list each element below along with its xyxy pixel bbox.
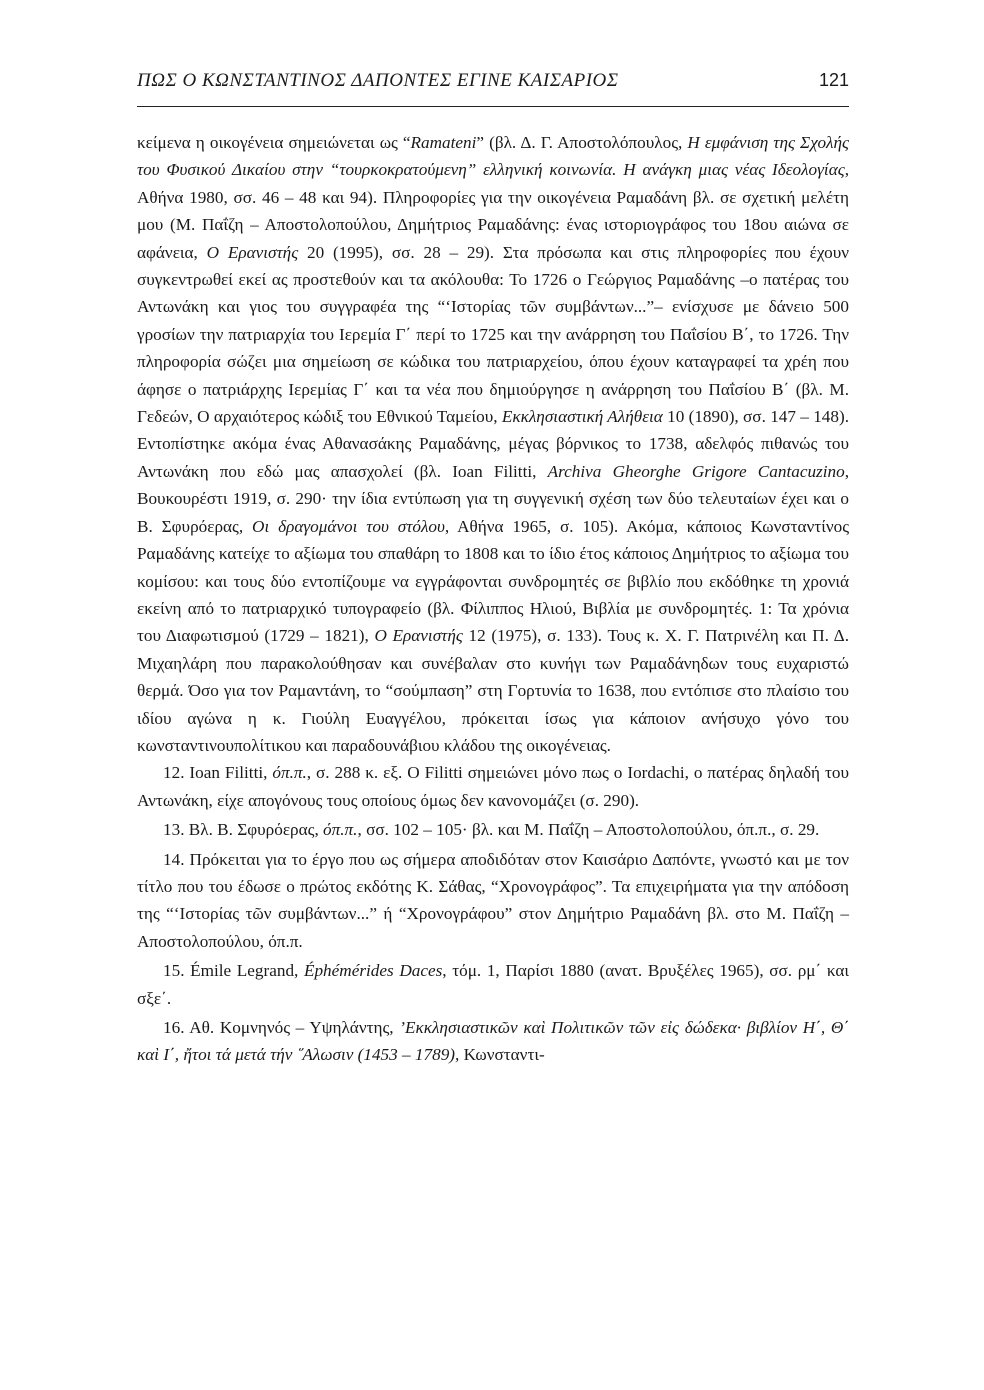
running-title: ΠΩΣ Ο ΚΩΝΣΤΑΝΤΙΝΟΣ ΔΑΠΟΝΤΕΣ ΕΓΙΝΕ ΚΑΙΣΑΡΙΟΣ <box>137 70 619 91</box>
document-page <box>137 70 849 1069</box>
footnote-12: 12. Ioan Filitti, όπ.π., σ. 288 κ. εξ. Ο Filitti σημειώνει μόνο πως ο Iordachi, ο πατέρας δηλαδή του Αντωνάκη, είχε απογόνους τους οποίους όμως δεν κανονομάζει (σ. 290). <box>137 763 849 810</box>
running-header <box>137 70 849 107</box>
footnotes-block <box>137 129 849 1069</box>
footnote-16: 16. Αθ. Κομνηνός – Υψηλάντης, ’Εκκλησιαστικῶν καὶ Πολιτικῶν τῶν εἰς δώδεκα· βιβλίον Η΄, Θ΄ καὶ Ι΄, ἤτοι τά μετά τήν ῞Αλωσιν (1453 – 1789), Κωνσταντι- <box>137 1018 849 1065</box>
footnote-14: 14. Πρόκειται για το έργο που ως σήμερα αποδιδόταν στον Καισάριο Δαπόντε, γνωστό και με τον τίτλο που του έδωσε ο πρώτος εκδότης Κ. Σάθας, “Χρονογράφος”. Τα επιχειρήματα για την απόδοση της “‘Ιστορίας τῶν συμβάντων...” ή “Χρονογράφου” στον Δημήτριο Ραμαδάνη βλ. στο Μ. Παΐζη – Αποστολοπούλου, όπ.π. <box>137 849 849 951</box>
footnote-11-continuation: κείμενα η οικογένεια σημειώνεται ως “Ramateni” (βλ. Δ. Γ. Αποστολόπουλος, Η εμφάνιση της Σχολής του Φυσικού Δικαίου στην “τουρκοκρατούμενη” ελληνική κοινωνία. Η ανάγκη μιας νέας Ιδεολογίας, Αθήνα 1980, σσ. 46 – 48 και 94). Πληροφορίες για την οικογένεια Ραμαδάνη βλ. σε σχετική μελέτη μου (Μ. Παΐζη – Αποστολοπούλου, Δημήτριος Ραμαδάνης: ένας ιστοριογράφος του 18ου αιώνα σε αφάνεια, Ο Ερανιστής 20 (1995), σσ. 28 – 29). Στα πρόσωπα και στις πληροφορίες που έχουν συγκεντρωθεί εκεί ας προστεθούν και τα ακόλουθα: Το 1726 ο Γεώργιος Ραμαδάνης –ο πατέρας του Αντωνάκη και γιος του συγγραφέα της “‘Ιστορίας τῶν συμβάντων...”– ενίσχυσε με δάνειο 500 γροσίων την πατριαρχία του Ιερεμία Γ΄ περί το 1725 και την ανάρρηση του Παΐσίου Β΄, το 1726. Την πληροφορία σώζει μια σημείωση σε κώδικα του πατριαρχείου, όπου έχουν καταγραφεί τα χρέη που άφησε ο πατριάρχης Ιερεμίας Γ΄ και τα νέα που δημιούργησε η ανάρρηση του Παΐσίου Β΄ (βλ. Μ. Γεδεών, Ο αρχαιότερος κώδιξ του Εθνικού Ταμείου, Εκκλησιαστική Αλήθεια 10 (1890), σσ. 147 – 148). Εντοπίστηκε ακόμα ένας Αθανασάκης Ραμαδάνης, μέγας βόρνικος το 1738, αδελφός πιθανώς του Αντωνάκη που εδώ μας απασχολεί (βλ. Ioan Filitti, Archiva Gheorghe Grigore Cantacuzino, Βουκουρέστι 1919, σ. 290· την ίδια εντύπωση για τη συγγενική σχέση των δύο τελευταίων έχει και ο Β. Σφυρόερας, Οι δραγομάνοι του στόλου, Αθήνα 1965, σ. 105). Ακόμα, κάποιος Κωνσταντίνος Ραμαδάνης κατείχε το αξίωμα του σπαθάρη το 1808 και το ίδιο έτος κάποιος Δημήτριος το αξίωμα του κομίσου: και τους δύο εντοπίζουμε να εγγράφονται συνδρομητές σε βιβλίο που εκδόθηκε τη χρονιά εκείνη από το πατριαρχικό τυπογραφείο (βλ. Φίλιππος Ηλιού, Βιβλία με συνδρομητές. 1: Τα χρόνια του Διαφωτισμού (1729 – 1821), Ο Ερανιστής 12 (1975), σ. 133). Τους κ. Χ. Γ. Πατρινέλη και Π. Δ. Μιχαηλάρη που παρακολούθησαν και συνέβαλαν στο κυνήγι των Ραμαδάνηδων τους ευχαριστώ θερμά. Όσο για τον Ραμαντάνη, το “σούμπαση” στη Γορτυνία το 1638, που εντόπισε στο πλαίσιο του ιδίου αγώνα η κ. Γιούλη Ευαγγέλου, πρόκειται ίσως για κάποιον ανήσυχο γόνο του κωνσταντινουπολίτικου και παραδουνάβιου κλάδου της οικογένειας. <box>137 133 850 755</box>
page-number: 121 <box>818 70 849 90</box>
footnote-13: 13. Βλ. Β. Σφυρόερας, όπ.π., σσ. 102 – 105· βλ. και Μ. Παΐζη – Αποστολοπούλου, όπ.π., σ. 29. <box>163 820 820 840</box>
footnote-15: 15. Émile Legrand, Éphémérides Daces, τόμ. 1, Παρίσι 1880 (ανατ. Βρυξέλες 1965), σσ. ρμ΄ και σξε΄. <box>137 961 849 1008</box>
